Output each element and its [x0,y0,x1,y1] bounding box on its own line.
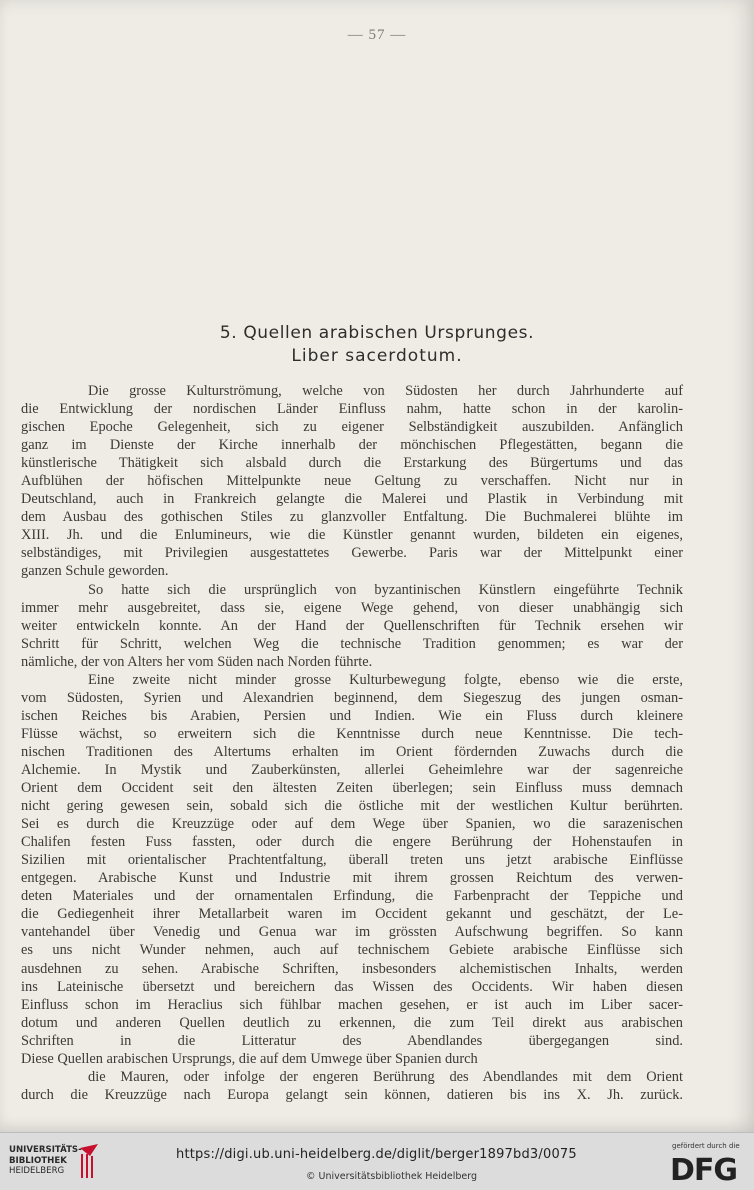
text-line: vantehandel über Venedig und Genua war im grössten Aufschwung begriffen. So kann [21,924,683,941]
text-line: durch die Kreuzzüge nach Europa gelangt sein können, datieren bis ins X. Jh. zurück. [21,1086,683,1103]
section-subtitle: Liber sacerdotum. [291,346,463,366]
library-name-line: HEIDELBERG [9,1166,65,1177]
library-name-line: UNIVERSITÄTS- [9,1145,82,1155]
text-line: So hatte sich die ursprünglich von byzantinischen Künstlern eingeführte Technik [88,581,683,598]
text-line: Deutschland, auch in Frankreich gelangte die Malerei und Plastik in Verbindung mit [21,491,683,508]
text-line: es uns nicht Wunder nehmen, auch auf technischem Gebiete arabische Einflüsse sich [21,942,683,959]
text-line: die Entwicklung der nordischen Länder Einfluss nahm, hatte schon in der karolin- [21,401,683,418]
library-name-line: BIBLIOTHEK [9,1155,67,1166]
text-line: Schritt für Schritt, welchen Weg die technische Tradition genommen; es war der [21,635,683,652]
text-line: die Mauren, oder infolge der engeren Berührung des Abendlandes mit dem Orient [88,1068,683,1085]
text-line: die Gediegenheit ihrer Metallarbeit waren im Occident gekannt und geschätzt, der Le- [21,906,683,923]
text-line: ausdehnen zu sehen. Arabische Schriften, insbesonders alchemistischen Inhalts, werden [21,960,683,977]
text-line: Diese Quellen arabischen Ursprungs, die auf dem Umwege über Spanien durch [21,1050,478,1067]
text-line: entgegen. Arabische Kunst und Industrie mit ihrem grossen Reichtum des verwen- [21,870,683,887]
text-line: ins Lateinische übersetzt und bereichern das Wissen des Occidents. Wir haben diesen [21,978,683,995]
text-line: nischen Traditionen des Altertums erhalten im Orient fördernden Zuwachs durch die [21,743,683,760]
text-line: nämliche, der von Alters her vom Süden nach Norden führte. [21,653,373,670]
text-line: selbständiges, mit Privilegien ausgestattetes Gewerbe. Paris war der Mittelpunkt einer [21,545,683,562]
text-line: weiter entwickeln konnte. An der Hand der Quellenschriften für Technik ersehen wir [21,617,683,634]
page-number: — 57 — [347,27,407,43]
text-line: gischen Epoche Gelegenheit, sich zu eigener Selbständigkeit auszubilden. Anfänglich [21,419,683,436]
text-line: nicht gering gewesen sein, sobald sich die östliche mit der westlichen Kultur berührten. [21,798,683,815]
text-line: deten Materiales und der ornamentalen Erfindung, die Farbenpracht der Teppiche und [21,888,683,905]
text-line: Alchemie. In Mystik und Zauberkünsten, allerlei Geheimlehre war der sagenreiche [21,761,683,778]
funder-note: gefördert durch die [672,1142,740,1150]
text-line: Aufblühen der höfischen Mittelpunkte neue Geltung zu verschaffen. Nicht nur in [21,473,683,490]
library-logo-icon [76,1142,104,1182]
footer-bar [0,1132,754,1190]
section-heading [0,322,754,368]
text-line: Flüsse wächst, so erweitern sich die Kenntnisse durch neue Kenntnisse. Die tech- [21,725,683,742]
text-line: ganz im Dienste der Kirche innerhalb der mönchischen Pflegestätten, begann die [21,437,683,454]
text-line: Orient dem Occident seit den ältesten Zeiten überlegen; sein Einfluss muss demnach [21,780,683,797]
text-line: Einfluss schon im Heraclius sich fühlbar machen gesehen, er ist auch im Liber sacer- [21,996,683,1013]
text-line: Schriften in die Litteratur des Abendlandes übergegangen sind. [21,1032,683,1049]
text-line: Eine zweite nicht minder grosse Kulturbewegung folgte, ebenso wie die erste, [88,671,683,688]
copyright-notice: © Universitätsbibliothek Heidelberg [306,1171,478,1182]
text-line: ischen Reiches bis Arabien, Persien und Indien. Wie ein Fluss durch kleinere [21,707,683,724]
text-line: XIII. Jh. und die Enlumineurs, wie die Künstler genannt wurden, bildeten ein eigenes, [21,527,683,544]
body-text [21,382,683,1104]
library-name[interactable] [9,1145,82,1177]
text-line: künstlerische Thätigkeit sich alsbald durch die Erstarkung des Bürgertums und das [21,455,683,472]
dfg-logo[interactable]: DFG [670,1153,738,1188]
text-line: Sizilien mit orientalischer Prachtentfaltung, überall treten uns jetzt arabische Einflüsse [21,852,683,869]
text-line: Sei es durch die Kreuzzüge oder auf dem Wege über Spanien, wo die sarazenischen [21,816,683,833]
text-line: vom Südosten, Syrien und Alexandrien beginnend, dem Siegeszug des jungen osman- [21,689,683,706]
text-line: dem Ausbau des gothischen Stiles zu glanzvoller Entfaltung. Die Buchmalerei blühte im [21,509,683,526]
section-title: 5. Quellen arabischen Ursprunges. [219,323,535,343]
text-line: ganzen Schule geworden. [21,563,169,580]
text-line: Chalifen festen Fuss fassten, oder durch die engere Berührung der Hohenstaufen in [21,834,683,851]
text-line: immer mehr ausgebreitet, dass sie, eigene Wege gehend, von dieser unabhängig sich [21,599,683,616]
text-line: dotum und anderen Quellen deutlich zu erkennen, die zum Teil direkt aus arabischen [21,1014,683,1031]
text-line: Die grosse Kulturströmung, welche von Südosten her durch Jahrhunderte auf [88,383,683,399]
permalink-url[interactable]: https://digi.ub.uni-heidelberg.de/diglit/berger1897bd3/0075 [176,1147,577,1162]
